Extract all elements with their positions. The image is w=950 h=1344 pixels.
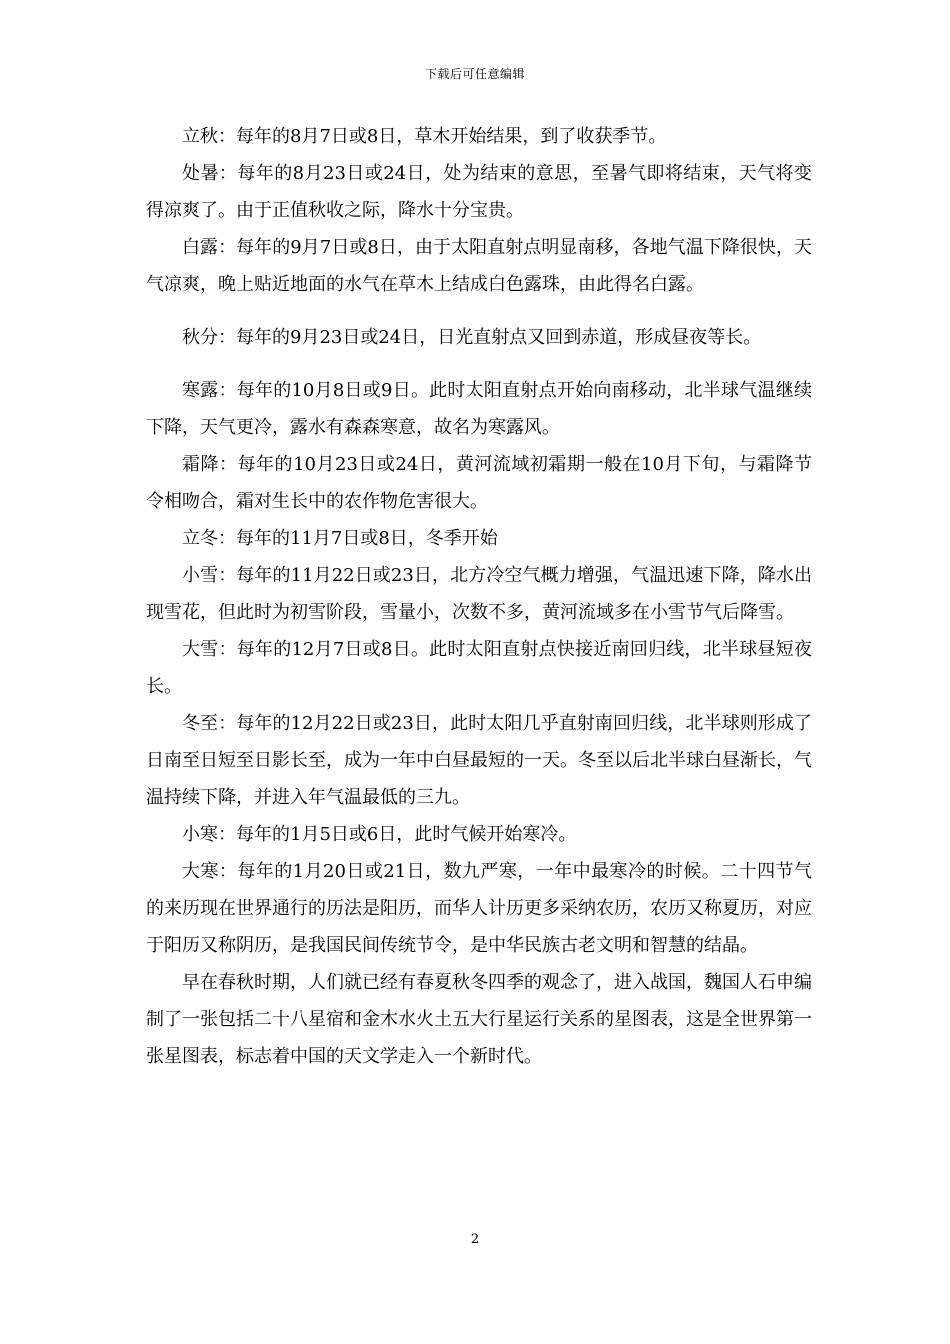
paragraph-liqiu: 立秋：每年的8月7日或8日，草木开始结果，到了收获季节。: [182, 126, 667, 147]
paragraph-spacer: [146, 356, 812, 372]
page-number: 2: [470, 1232, 480, 1247]
paragraph-qiufen: 秋分：每年的9月23日或24日，日光直射点又回到赤道，形成昼夜等长。: [182, 327, 762, 348]
document-body: [146, 118, 812, 1075]
paragraph-chushu: 处暑：每年的8月23日或24日，处为结束的意思，至暑气即将结束，天气将变得凉爽了。由于正值秋收之际，降水十分宝贵。: [146, 163, 812, 221]
paragraph-hanlu: 寒露：每年的10月8日或9日。此时太阳直射点开始向南移动，北半球气温继续下降，天气更冷，露水有森森寒意，故名为寒露风。: [146, 380, 812, 438]
paragraph-xiaoxue: 小雪：每年的11月22日或23日，北方冷空气概力增强，气温迅速下降，降水出现雪花，但此时为初雪阶段，雪量小，次数不多，黄河流域多在小雪节气后降雪。: [146, 565, 812, 623]
paragraph-xiaohan: 小寒：每年的1月5日或6日，此时气候开始寒冷。: [182, 824, 577, 845]
paragraph-bailu: 白露：每年的9月7日或8日，由于太阳直射点明显南移，各地气温下降很快，天气凉爽，晚上贴近地面的水气在草木上结成白色露珠，由此得名白露。: [146, 237, 812, 295]
paragraph-daxue: 大雪：每年的12月7日或8日。此时太阳直射点快接近南回归线，北半球昼短夜长。: [146, 639, 812, 697]
paragraph-lidong: 立冬：每年的11月7日或8日，冬季开始: [182, 528, 498, 549]
paragraph-dongzhi: 冬至：每年的12月22日或23日，此时太阳几乎直射南回归线，北半球则形成了日南至日短至日影长至，成为一年中白昼最短的一天。冬至以后北半球白昼渐长，气温持续下降，并进入年气温最低的三九。: [146, 713, 812, 808]
paragraph-dahan: 大寒：每年的1月20日或21日，数九严寒，一年中最寒冷的时候。二十四节气的来历现在世界通行的历法是阳历，而华人计历更多采纳农历，农历又称夏历，对应于阳历又称阴历，是我国民间传统节令，是中华民族古老文明和智慧的结晶。: [146, 861, 812, 956]
paragraph-spacer: [146, 303, 812, 319]
page-header: 下载后可任意编辑: [424, 67, 525, 81]
paragraph-history: 早在春秋时期，人们就已经有春夏秋冬四季的观念了，进入战国，魏国人石申编制了一张包括二十八星宿和金木水火土五大行星运行关系的星图表，这是全世界第一张星图表，标志着中国的天文学走入一个新时代。: [146, 972, 812, 1067]
paragraph-shuangjiang: 霜降：每年的10月23日或24日，黄河流域初霜期一般在10月下旬，与霜降节令相吻合，霜对生长中的农作物危害很大。: [146, 454, 812, 512]
